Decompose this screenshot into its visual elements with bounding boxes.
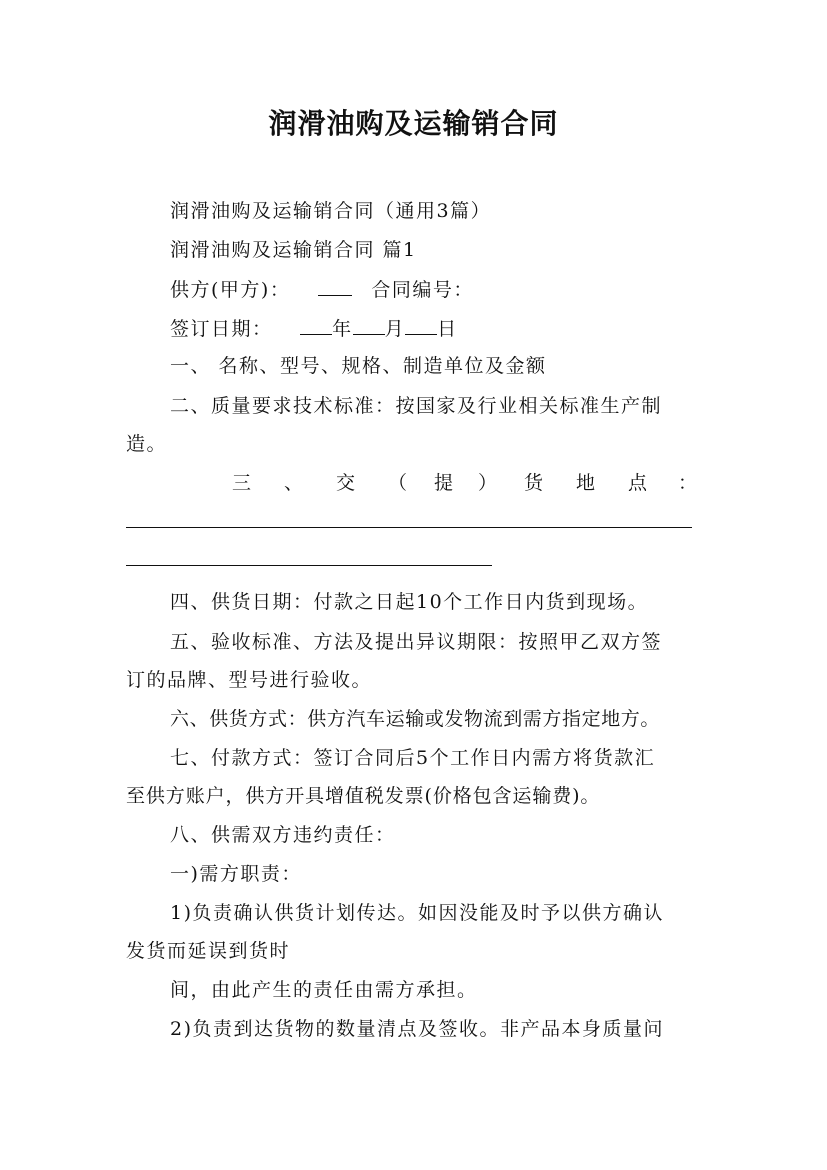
- sign-date-line: [170, 316, 748, 341]
- item-3-char: 交: [336, 472, 356, 494]
- item-3-char: 三: [232, 472, 252, 494]
- item-6: 六、供货方式：供方汽车运输或发物流到需方指定地方。: [170, 708, 661, 730]
- sub-1-1-line-3: 间，由此产生的责任由需方承担。: [170, 979, 478, 1001]
- item-3-char: （: [388, 472, 408, 494]
- address-blank-line-2: [126, 565, 492, 566]
- item-5-line-1: 五、验收标准、方法及提出异议期限：按照甲乙双方签: [170, 631, 663, 653]
- contract-no-label: 合同编号：: [371, 279, 474, 301]
- item-7-line-1: 七、付款方式：签订合同后5个工作日内需方将货款汇: [170, 747, 656, 769]
- item-2-line-1: 二、质量要求技术标准：按国家及行业相关标准生产制: [170, 395, 663, 417]
- document-title: 润滑油购及运输销合同: [268, 107, 559, 140]
- sub-1-1-line-2: 发货而延误到货时: [126, 940, 291, 962]
- item-3-char: 地: [576, 472, 596, 494]
- item-5-line-2: 订的品牌、型号进行验收。: [126, 669, 373, 691]
- item-3-char: ）: [478, 472, 498, 494]
- sub-1: 一)需方职责：: [170, 863, 302, 885]
- item-3-char: 点: [628, 472, 648, 494]
- month-label: 月: [384, 318, 406, 340]
- subtitle: 润滑油购及运输销合同（通用3篇）: [170, 200, 492, 222]
- item-4: 四、供货日期：付款之日起10个工作日内货到现场。: [170, 591, 649, 613]
- supplier-label: 供方(甲方)：: [170, 279, 291, 301]
- sub-1-2-line-1: 2)负责到达货物的数量清点及签收。非产品本身质量问: [170, 1018, 665, 1040]
- item-7-line-2: 至供方账户，供方开具增值税发票(价格包含运输费)。: [126, 785, 601, 807]
- address-blank-line-1: [126, 527, 692, 528]
- supplier-line: [170, 277, 748, 302]
- day-label: 日: [437, 318, 458, 340]
- day-blank: [405, 316, 437, 335]
- year-blank: [300, 316, 332, 335]
- item-3-char: 提: [434, 472, 454, 494]
- item-3-char: 、: [284, 472, 304, 494]
- sub-1-1-line-1: 1)负责确认供货计划传达。如因没能及时予以供方确认: [170, 902, 665, 924]
- item-2-line-2: 造。: [126, 433, 168, 455]
- item-3-char: 货: [524, 472, 544, 494]
- sign-date-label: 签订日期：: [170, 318, 273, 340]
- item-8: 八、供需双方违约责任：: [170, 824, 396, 846]
- item-1: 一、 名称、型号、规格、制造单位及金额: [170, 355, 547, 377]
- item-3-char: ：: [678, 472, 698, 494]
- year-label: 年: [332, 318, 353, 340]
- supplier-blank: [318, 277, 352, 296]
- part-heading: 润滑油购及运输销合同 篇1: [170, 239, 417, 261]
- month-blank: [353, 316, 385, 335]
